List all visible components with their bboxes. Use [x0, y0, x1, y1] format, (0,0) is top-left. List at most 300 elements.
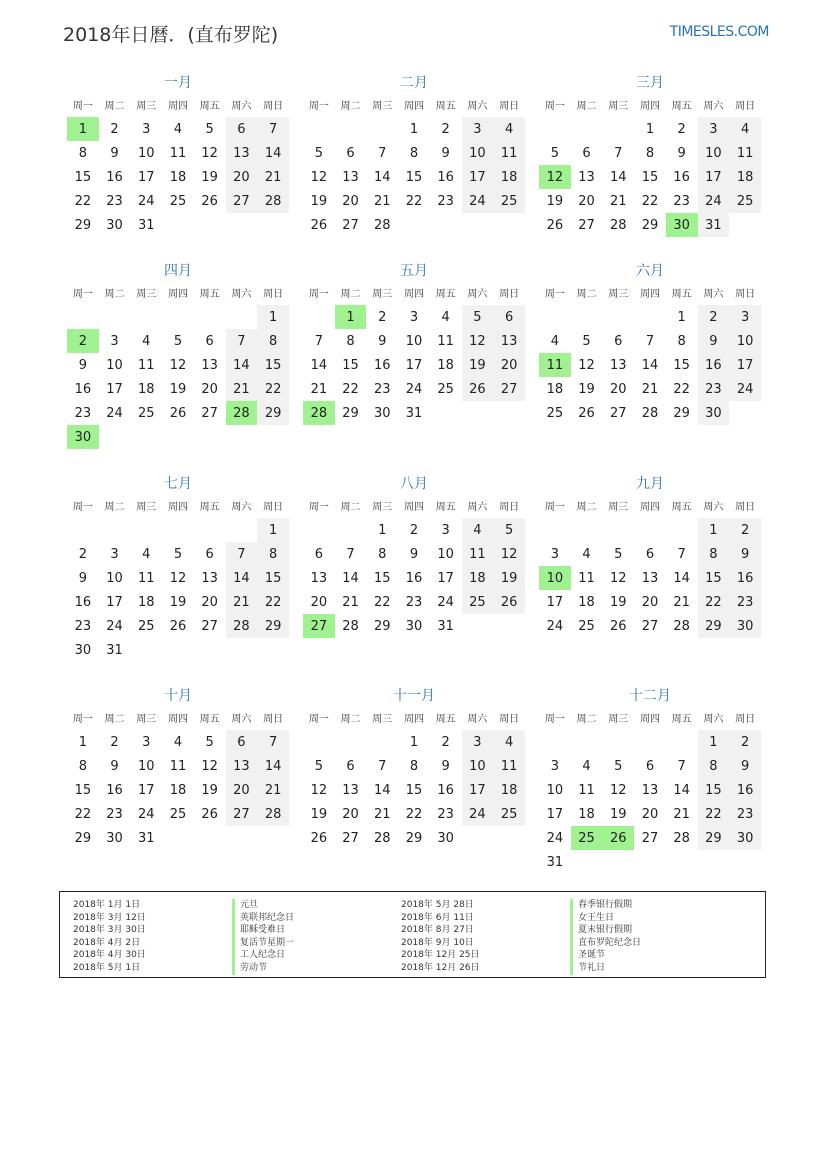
empty-cell: [493, 213, 525, 237]
empty-cell: [99, 516, 131, 542]
month-table: [539, 496, 761, 638]
day-cell: 28: [226, 401, 258, 425]
day-cell: 9: [729, 754, 761, 778]
holiday-date: 2018年 9月 10日: [401, 937, 474, 948]
day-cell: 19: [609, 594, 627, 610]
day-cell: 13: [342, 169, 359, 185]
weekday-header: 周一: [67, 496, 99, 516]
day-cell: 20: [641, 806, 659, 822]
day-cell: 14: [226, 566, 258, 590]
day-cell: 6: [205, 546, 214, 562]
weekday-header: 周一: [303, 708, 335, 728]
day-cell: 5: [194, 728, 226, 754]
day-cell: 23: [729, 590, 761, 614]
day-cell: 1: [67, 728, 99, 754]
holiday-date: 2018年 4月 30日: [73, 950, 146, 961]
empty-cell: [162, 638, 194, 662]
weekday-header: 周五: [666, 708, 698, 728]
day-cell: 10: [546, 782, 564, 798]
day-cell: 6: [314, 546, 323, 562]
weekday-header: 周五: [194, 496, 226, 516]
day-cell: 23: [405, 594, 423, 610]
day-cell: 12: [201, 758, 218, 774]
month-calendar: [67, 261, 289, 449]
day-cell: 19: [169, 594, 187, 610]
day-cell: 21: [257, 778, 289, 802]
day-cell: 14: [342, 570, 359, 586]
day-cell: 9: [677, 145, 686, 161]
day-cell: 15: [698, 778, 730, 802]
holiday-name: 元旦: [240, 900, 259, 910]
day-cell: 29: [257, 614, 289, 638]
weekday-header: 周二: [99, 283, 131, 303]
day-cell: 23: [729, 802, 761, 826]
month-calendar: [539, 261, 761, 425]
empty-cell: [602, 850, 634, 874]
day-cell: 23: [74, 618, 92, 634]
day-cell: 27: [342, 217, 359, 233]
day-cell: 4: [493, 728, 525, 754]
day-cell: 4: [142, 546, 151, 562]
day-cell: 10: [106, 570, 123, 586]
day-cell: 8: [78, 145, 87, 161]
day-cell: 17: [137, 169, 155, 185]
day-cell: 29: [74, 830, 92, 846]
day-cell: 24: [405, 381, 423, 397]
empty-cell: [194, 638, 226, 662]
month-calendar: [303, 73, 525, 237]
day-cell: 13: [641, 570, 659, 586]
day-cell: 7: [378, 145, 387, 161]
day-cell: 24: [137, 806, 155, 822]
day-cell: 15: [405, 169, 423, 185]
day-cell: 28: [342, 618, 359, 634]
day-cell: 7: [314, 333, 323, 349]
weekday-header: 周三: [602, 496, 634, 516]
day-cell: 4: [729, 115, 761, 141]
weekday-header: 周六: [698, 283, 730, 303]
day-cell: 20: [609, 381, 627, 397]
day-cell: 24: [462, 189, 494, 213]
day-cell: 29: [342, 405, 359, 421]
month-calendar: [539, 474, 761, 638]
empty-cell: [162, 213, 194, 237]
empty-cell: [634, 850, 666, 874]
weekday-header: 周四: [634, 95, 666, 115]
weekday-header: 周日: [257, 496, 289, 516]
day-cell: 31: [405, 405, 423, 421]
empty-cell: [99, 303, 131, 329]
weekday-header: 周六: [698, 95, 730, 115]
day-cell: 26: [602, 826, 634, 850]
day-cell: 3: [110, 546, 119, 562]
day-cell: 4: [493, 115, 525, 141]
day-cell: 12: [609, 570, 627, 586]
empty-cell: [226, 213, 258, 237]
day-cell: 1: [666, 303, 698, 329]
day-cell: 18: [462, 566, 494, 590]
day-cell: 7: [677, 546, 686, 562]
empty-cell: [634, 303, 666, 329]
weekday-header: 周五: [194, 708, 226, 728]
day-cell: 29: [641, 217, 659, 233]
day-cell: 8: [409, 758, 419, 774]
weekday-header: 周六: [698, 496, 730, 516]
empty-cell: [257, 638, 289, 662]
empty-cell: [398, 213, 430, 237]
day-cell: 1: [335, 303, 367, 329]
day-cell: 15: [405, 782, 423, 798]
empty-cell: [194, 516, 226, 542]
day-cell: 28: [641, 405, 659, 421]
day-cell: 1: [67, 115, 99, 141]
month-title: 一月: [164, 75, 192, 91]
weekday-header: 周四: [398, 283, 430, 303]
day-cell: 27: [641, 830, 659, 846]
day-cell: 15: [698, 566, 730, 590]
day-cell: 19: [609, 806, 627, 822]
day-cell: 25: [493, 802, 525, 826]
month-title: 十二月: [629, 688, 671, 704]
weekday-header: 周一: [539, 283, 571, 303]
day-cell: 21: [310, 381, 328, 397]
day-cell: 14: [641, 357, 659, 373]
day-cell: 24: [546, 830, 564, 846]
day-cell: 16: [405, 570, 423, 586]
weekday-header: 周二: [335, 708, 367, 728]
day-cell: 8: [645, 145, 655, 161]
day-cell: 11: [462, 542, 494, 566]
day-cell: 30: [405, 618, 423, 634]
day-cell: 24: [437, 594, 454, 610]
empty-cell: [571, 115, 603, 141]
day-cell: 24: [106, 618, 123, 634]
day-cell: 16: [437, 782, 454, 798]
day-cell: 7: [257, 728, 289, 754]
day-cell: 29: [698, 826, 730, 850]
day-cell: 11: [729, 141, 761, 165]
day-cell: 20: [201, 594, 218, 610]
day-cell: 5: [493, 516, 525, 542]
holiday-name: 劳动节: [240, 962, 268, 973]
day-cell: 29: [257, 401, 289, 425]
day-cell: 17: [698, 165, 730, 189]
empty-cell: [67, 303, 99, 329]
day-cell: 9: [698, 329, 730, 353]
day-cell: 25: [493, 189, 525, 213]
day-cell: 2: [366, 303, 398, 329]
day-cell: 8: [346, 333, 355, 349]
empty-cell: [602, 516, 634, 542]
day-cell: 27: [303, 614, 335, 638]
holiday-date: 2018年 12月 25日: [401, 950, 480, 961]
weekday-header: 周二: [335, 95, 367, 115]
day-cell: 28: [673, 830, 690, 846]
weekday-header: 周二: [99, 708, 131, 728]
day-cell: 22: [405, 806, 423, 822]
weekday-header: 周一: [67, 95, 99, 115]
holiday-list: [59, 891, 766, 978]
day-cell: 19: [201, 782, 218, 798]
day-cell: 21: [673, 594, 690, 610]
empty-cell: [194, 213, 226, 237]
day-cell: 7: [226, 329, 258, 353]
day-cell: 4: [550, 333, 559, 349]
day-cell: 2: [666, 115, 698, 141]
weekday-header: 周二: [571, 708, 603, 728]
day-cell: 17: [405, 357, 423, 373]
weekday-header: 周六: [462, 708, 494, 728]
day-cell: 13: [578, 169, 595, 185]
day-cell: 25: [729, 189, 761, 213]
day-cell: 3: [398, 303, 430, 329]
day-cell: 30: [698, 401, 730, 425]
day-cell: 21: [373, 806, 391, 822]
weekday-header: 周五: [430, 95, 462, 115]
weekday-header: 周一: [67, 708, 99, 728]
day-cell: 31: [437, 618, 454, 634]
day-cell: 30: [729, 614, 761, 638]
day-cell: 20: [226, 165, 258, 189]
day-cell: 27: [342, 830, 359, 846]
day-cell: 5: [614, 546, 623, 562]
empty-cell: [130, 516, 162, 542]
weekday-header: 周四: [162, 496, 194, 516]
day-cell: 16: [673, 169, 690, 185]
day-cell: 23: [106, 806, 123, 822]
month-calendar: [67, 73, 289, 237]
month-calendar: [67, 474, 289, 662]
weekday-header: 周二: [99, 95, 131, 115]
empty-cell: [539, 728, 571, 754]
day-cell: 7: [257, 115, 289, 141]
day-cell: 6: [493, 303, 525, 329]
day-cell: 5: [550, 145, 559, 161]
month-title: 十月: [164, 688, 192, 704]
month-title: 九月: [636, 476, 664, 492]
day-cell: 6: [582, 145, 591, 161]
day-cell: 12: [169, 357, 187, 373]
weekday-header: 周三: [366, 95, 398, 115]
weekday-header: 周三: [366, 708, 398, 728]
day-cell: 14: [226, 353, 258, 377]
day-cell: 25: [546, 405, 564, 421]
empty-cell: [67, 516, 99, 542]
day-cell: 7: [346, 546, 355, 562]
month-table: [539, 95, 761, 237]
day-cell: 10: [137, 758, 155, 774]
empty-cell: [539, 516, 571, 542]
day-cell: 19: [493, 566, 525, 590]
day-cell: 28: [373, 217, 391, 233]
holiday-date: 2018年 6月 11日: [401, 912, 474, 923]
day-cell: 16: [373, 357, 391, 373]
day-cell: 1: [634, 115, 666, 141]
day-cell: 2: [729, 516, 761, 542]
holiday-name: 复活节星期一: [240, 937, 295, 948]
month-calendar: [539, 73, 761, 237]
day-cell: 27: [493, 377, 525, 401]
empty-cell: [194, 425, 226, 449]
day-cell: 3: [130, 728, 162, 754]
empty-cell: [130, 638, 162, 662]
weekday-header: 周日: [257, 283, 289, 303]
weekday-header: 周一: [303, 496, 335, 516]
weekday-header: 周日: [257, 95, 289, 115]
day-cell: 28: [673, 618, 690, 634]
day-cell: 4: [162, 728, 194, 754]
day-cell: 30: [729, 826, 761, 850]
empty-cell: [430, 213, 462, 237]
day-cell: 31: [137, 830, 155, 846]
day-cell: 2: [430, 728, 462, 754]
empty-cell: [462, 213, 494, 237]
empty-cell: [226, 638, 258, 662]
day-cell: 1: [257, 303, 289, 329]
day-cell: 23: [437, 193, 454, 209]
day-cell: 28: [303, 401, 335, 425]
month-table: [67, 283, 289, 449]
day-cell: 30: [106, 830, 123, 846]
day-cell: 6: [226, 115, 258, 141]
day-cell: 14: [373, 169, 391, 185]
holiday-name: 英联邦纪念日: [240, 912, 295, 923]
empty-cell: [666, 850, 698, 874]
day-cell: 26: [493, 590, 525, 614]
month-table: [67, 708, 289, 850]
day-cell: 14: [609, 169, 627, 185]
day-cell: 9: [110, 145, 119, 161]
day-cell: 14: [257, 754, 289, 778]
day-cell: 9: [409, 546, 419, 562]
empty-cell: [634, 516, 666, 542]
day-cell: 30: [74, 642, 92, 658]
holiday-dates-left: [73, 899, 146, 975]
day-cell: 26: [169, 405, 187, 421]
day-cell: 10: [137, 145, 155, 161]
day-cell: 10: [405, 333, 423, 349]
day-cell: 10: [698, 141, 730, 165]
month-table: [303, 283, 525, 425]
month-title: 六月: [636, 263, 664, 279]
month-table: [303, 496, 525, 638]
day-cell: 6: [346, 145, 355, 161]
month-calendar: [303, 474, 525, 638]
day-cell: 15: [342, 357, 359, 373]
day-cell: 24: [137, 193, 155, 209]
month-title: 四月: [164, 263, 192, 279]
day-cell: 21: [342, 594, 359, 610]
day-cell: 20: [641, 594, 659, 610]
day-cell: 19: [310, 806, 328, 822]
empty-cell: [462, 826, 494, 850]
day-cell: 17: [546, 806, 564, 822]
month-table: [539, 283, 761, 425]
day-cell: 18: [578, 594, 595, 610]
day-cell: 26: [462, 377, 494, 401]
day-cell: 13: [493, 329, 525, 353]
day-cell: 4: [430, 303, 462, 329]
weekday-header: 周六: [226, 496, 258, 516]
day-cell: 8: [78, 758, 87, 774]
empty-cell: [303, 728, 335, 754]
empty-cell: [602, 728, 634, 754]
month-title: 十一月: [393, 688, 435, 704]
empty-cell: [162, 826, 194, 850]
day-cell: 15: [373, 570, 391, 586]
empty-cell: [462, 401, 494, 425]
day-cell: 7: [226, 542, 258, 566]
month-title: 五月: [400, 263, 428, 279]
weekday-header: 周三: [366, 496, 398, 516]
empty-cell: [430, 401, 462, 425]
month-calendar: [303, 686, 525, 850]
holiday-name: 工人纪念日: [240, 950, 286, 961]
weekday-header: 周六: [462, 496, 494, 516]
day-cell: 4: [582, 758, 591, 774]
day-cell: 28: [609, 217, 627, 233]
day-cell: 15: [257, 566, 289, 590]
weekday-header: 周三: [602, 95, 634, 115]
weekday-header: 周一: [539, 708, 571, 728]
empty-cell: [194, 826, 226, 850]
day-cell: 21: [673, 806, 690, 822]
day-cell: 15: [74, 169, 92, 185]
day-cell: 17: [462, 778, 494, 802]
day-cell: 9: [378, 333, 387, 349]
day-cell: 12: [578, 357, 595, 373]
day-cell: 3: [462, 115, 494, 141]
day-cell: 19: [578, 381, 595, 397]
day-cell: 22: [74, 806, 92, 822]
day-cell: 31: [137, 217, 155, 233]
day-cell: 3: [462, 728, 494, 754]
day-cell: 9: [729, 542, 761, 566]
day-cell: 8: [378, 546, 387, 562]
day-cell: 26: [310, 217, 328, 233]
holiday-name: 直布罗陀纪念日: [578, 937, 642, 948]
month-title: 八月: [400, 476, 428, 492]
day-cell: 5: [314, 758, 323, 774]
day-cell: 21: [257, 165, 289, 189]
weekday-header: 周五: [666, 283, 698, 303]
day-cell: 10: [462, 754, 494, 778]
day-cell: 20: [493, 353, 525, 377]
day-cell: 12: [169, 570, 187, 586]
day-cell: 5: [173, 333, 183, 349]
holiday-name: 节礼日: [578, 962, 606, 973]
empty-cell: [303, 516, 335, 542]
weekday-header: 周五: [194, 95, 226, 115]
weekday-header: 周三: [130, 496, 162, 516]
day-cell: 17: [729, 353, 761, 377]
day-cell: 7: [378, 758, 387, 774]
weekday-header: 周一: [539, 496, 571, 516]
site-link[interactable]: TIMESLES.COM: [669, 24, 769, 40]
day-cell: 2: [99, 115, 131, 141]
day-cell: 1: [398, 115, 430, 141]
empty-cell: [571, 303, 603, 329]
day-cell: 23: [74, 405, 92, 421]
day-cell: 22: [373, 594, 391, 610]
day-cell: 5: [614, 758, 623, 774]
day-cell: 11: [169, 145, 187, 161]
day-cell: 18: [437, 357, 454, 373]
day-cell: 3: [130, 115, 162, 141]
day-cell: 14: [673, 782, 690, 798]
weekday-header: 周五: [430, 708, 462, 728]
holiday-name: 圣诞节: [578, 950, 606, 961]
